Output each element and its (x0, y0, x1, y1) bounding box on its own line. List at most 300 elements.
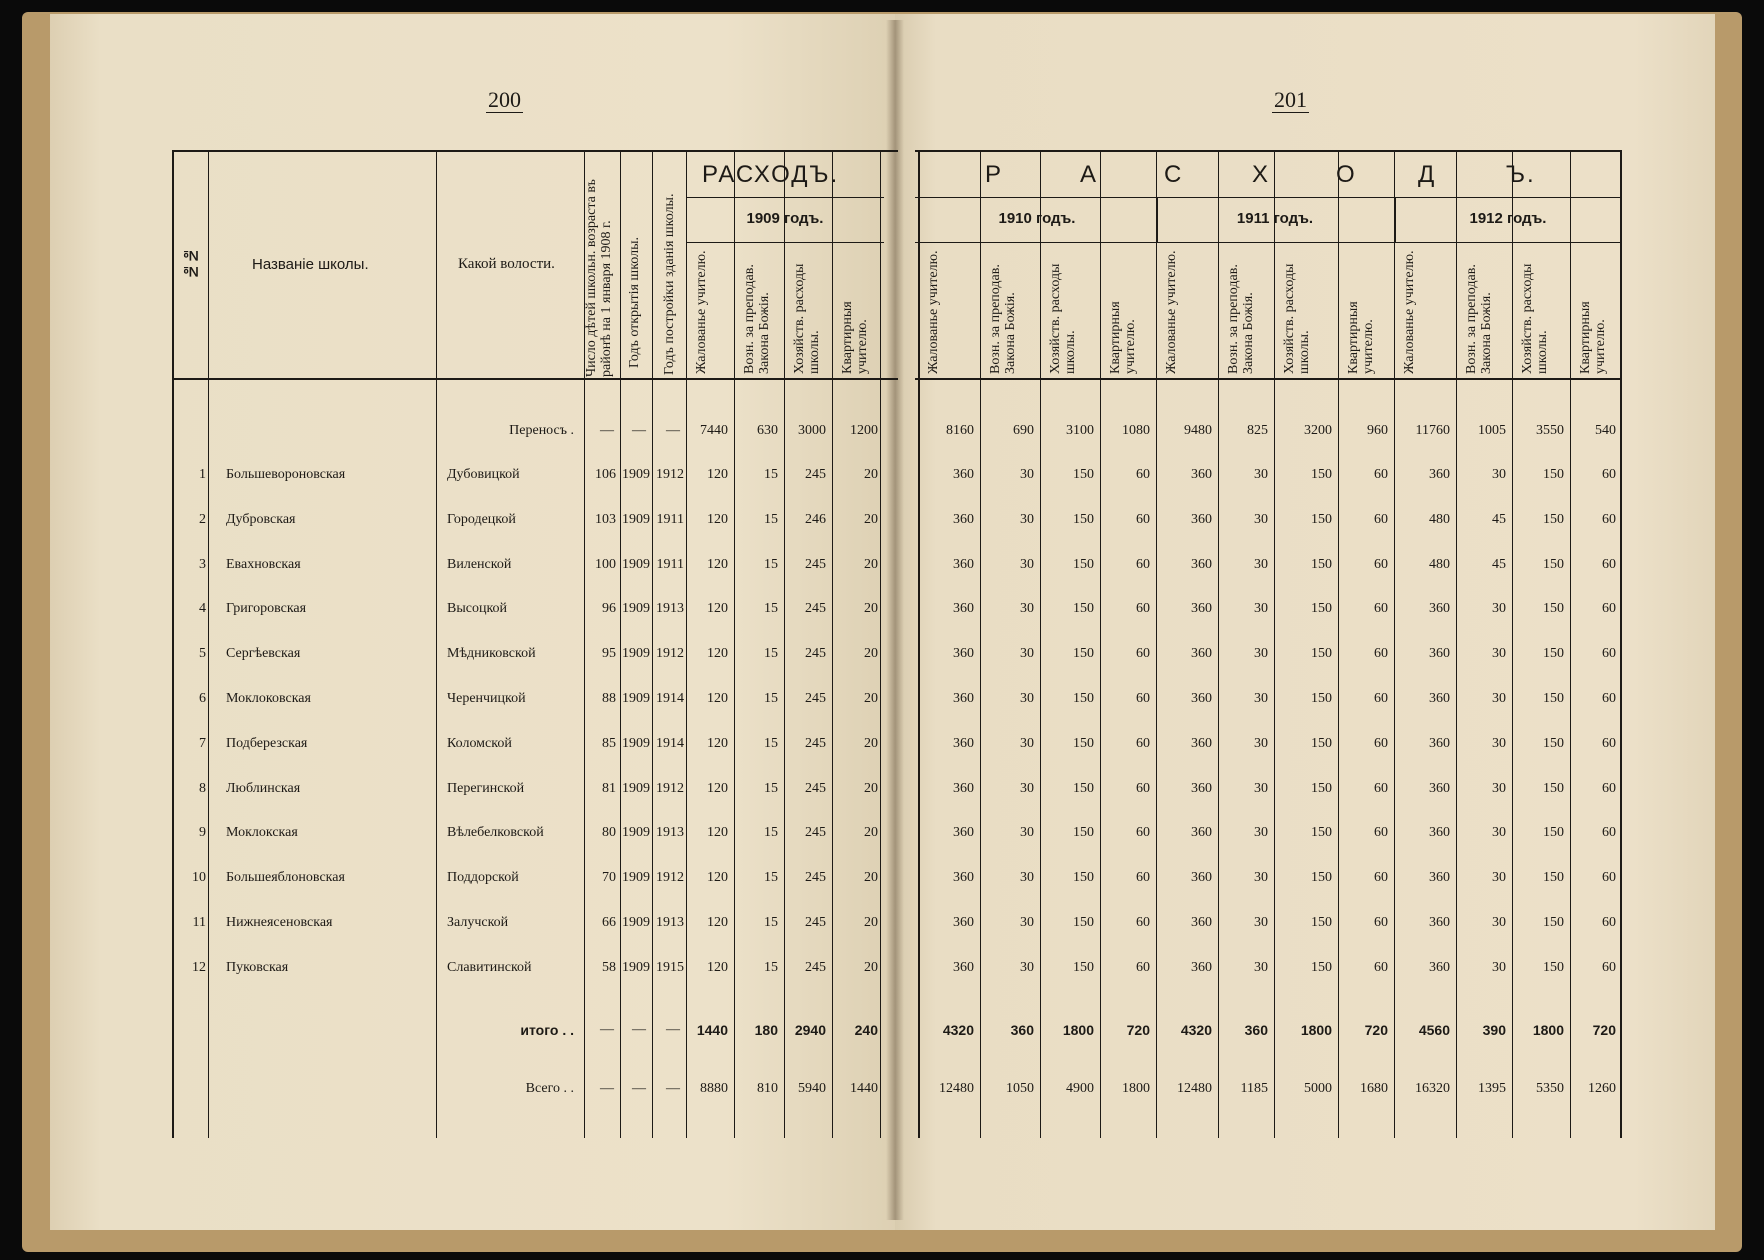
value-cell: 15 (764, 511, 778, 527)
expenses-title-left: РАСХОДЪ. (702, 161, 840, 188)
sub-header: Хозяйств. расходы школы. (1048, 263, 1078, 374)
value-cell: 150 (1311, 780, 1332, 796)
value-cell: 360 (1191, 691, 1212, 706)
value-cell: 360 (1429, 691, 1450, 706)
value-cell: 360 (1429, 735, 1450, 751)
year-opened: 1909 (622, 825, 650, 841)
sub-header: Жалованье учителю. (1402, 250, 1417, 374)
value-cell: 360 (953, 870, 974, 886)
value-cell: 120 (707, 780, 728, 796)
value-cell: 150 (1543, 915, 1564, 930)
value-cell: 360 (1191, 467, 1212, 482)
value-cell: 360 (953, 556, 974, 572)
grid-line (686, 197, 884, 198)
value-cell: 60 (1374, 467, 1388, 482)
value-cell: 150 (1311, 646, 1332, 662)
value-cell: 60 (1136, 646, 1150, 662)
value-cell: 360 (1429, 467, 1450, 482)
value-cell: 12480 (1177, 1081, 1212, 1096)
year-built: 1913 (656, 825, 684, 841)
grid-line (686, 150, 687, 1138)
value-cell: 1800 (1300, 1022, 1332, 1038)
value-cell: 360 (953, 467, 974, 482)
value-cell: 150 (1073, 825, 1094, 841)
value-cell: 1005 (1478, 423, 1506, 438)
dash-cell: — (632, 1081, 646, 1096)
expenses-title-letter: Р (985, 161, 1004, 188)
value-cell: 360 (1429, 780, 1450, 796)
children-count: 58 (602, 959, 616, 975)
value-cell: 360 (1191, 870, 1212, 886)
value-cell: 360 (1191, 825, 1212, 841)
school-name: Большевороновская (226, 467, 346, 482)
value-cell: 20 (864, 601, 878, 617)
value-cell: 5000 (1304, 1081, 1332, 1096)
value-cell: 15 (764, 870, 778, 886)
row-number: 10 (192, 870, 206, 886)
value-cell: 45 (1492, 511, 1506, 527)
value-cell: 150 (1543, 870, 1564, 886)
value-cell: 60 (1136, 780, 1150, 796)
value-cell: 9480 (1184, 423, 1212, 438)
volost-name: Поддорской (447, 870, 519, 886)
value-cell: 45 (1492, 556, 1506, 572)
expenses-title-letter: Д (1418, 161, 1437, 188)
row-number: 8 (199, 780, 206, 796)
value-cell: 360 (953, 646, 974, 662)
year-opened: 1909 (622, 601, 650, 617)
page-number-left: 200 (488, 87, 521, 112)
value-cell: 245 (805, 556, 826, 572)
value-cell: 150 (1543, 735, 1564, 751)
children-count: 103 (595, 511, 616, 527)
value-cell: 150 (1543, 601, 1564, 617)
value-cell: 150 (1311, 601, 1332, 617)
value-cell: 245 (805, 825, 826, 841)
grid-line (915, 197, 1622, 198)
volost-name: Дубовицкой (447, 467, 520, 482)
value-cell: 245 (805, 691, 826, 706)
value-cell: 15 (764, 601, 778, 617)
value-cell: 30 (1492, 691, 1506, 706)
sub-header: Возн. за преподав. Закона Божія. (1226, 264, 1256, 374)
grid-line (734, 150, 735, 1138)
value-cell: 8880 (700, 1081, 728, 1096)
value-cell: 360 (1429, 959, 1450, 975)
year-header: 1911 годъ. (1236, 210, 1314, 227)
value-cell: 150 (1311, 467, 1332, 482)
value-cell: 150 (1543, 780, 1564, 796)
value-cell: 30 (1254, 511, 1268, 527)
value-cell: 16320 (1415, 1081, 1450, 1096)
grid-line (1156, 197, 1157, 1138)
value-cell: 360 (1191, 556, 1212, 572)
value-cell: 30 (1020, 915, 1034, 930)
value-cell: 60 (1374, 691, 1388, 706)
value-cell: 150 (1073, 915, 1094, 930)
school-name: Сергѣевская (226, 646, 301, 662)
grid-line (980, 150, 981, 1138)
volost-name: Перегинской (447, 780, 525, 796)
value-cell: 1260 (1588, 1081, 1616, 1096)
school-name: Подберезская (226, 735, 308, 751)
volost-name: Славитинской (447, 959, 532, 975)
value-cell: 150 (1543, 556, 1564, 572)
value-cell: 60 (1374, 825, 1388, 841)
grid-line (832, 150, 833, 1138)
value-cell: 60 (1602, 780, 1616, 796)
year-built: 1912 (656, 646, 684, 662)
dash-cell: — (632, 423, 646, 438)
year-header: 1912 годъ. (1469, 210, 1547, 227)
year-built: 1911 (656, 556, 684, 572)
value-cell: 360 (1191, 959, 1212, 975)
value-cell: 360 (1429, 870, 1450, 886)
value-cell: 60 (1136, 825, 1150, 841)
value-cell: 60 (1602, 915, 1616, 930)
value-cell: 150 (1543, 646, 1564, 662)
value-cell: 20 (864, 915, 878, 930)
value-cell: 30 (1020, 825, 1034, 841)
value-cell: 15 (764, 780, 778, 796)
children-count: 85 (602, 735, 616, 751)
sub-header: Квартирныя учителю. (1108, 301, 1138, 374)
grid-line (1274, 150, 1275, 1138)
grid-line (686, 242, 884, 243)
grid-line (1100, 150, 1101, 1138)
value-cell: 3550 (1536, 423, 1564, 438)
value-cell: 60 (1602, 825, 1616, 841)
value-cell: 30 (1254, 735, 1268, 751)
value-cell: 60 (1136, 691, 1150, 706)
value-cell: 180 (754, 1022, 778, 1038)
value-cell: 360 (1429, 825, 1450, 841)
value-cell: 150 (1311, 915, 1332, 930)
children-count: 70 (602, 870, 616, 886)
value-cell: 120 (707, 870, 728, 886)
value-cell: 30 (1254, 870, 1268, 886)
row-number: 1 (199, 467, 206, 482)
value-cell: 1800 (1532, 1022, 1564, 1038)
value-cell: 20 (864, 646, 878, 662)
value-cell: 20 (864, 870, 878, 886)
value-cell: 120 (707, 646, 728, 662)
number-column-header: №№ (183, 248, 199, 280)
value-cell: 30 (1254, 825, 1268, 841)
value-cell: 15 (764, 556, 778, 572)
volost-name: Вѣлебелковской (447, 825, 544, 841)
dash-cell: — (666, 423, 680, 438)
grid-line (1218, 150, 1219, 1138)
sub-header: Хозяйств. расходы школы. (792, 263, 822, 374)
children-count: 88 (602, 691, 616, 706)
value-cell: 20 (864, 511, 878, 527)
value-cell: 240 (854, 1022, 878, 1038)
grand-total-label: Всего . . (525, 1081, 574, 1096)
value-cell: 360 (953, 915, 974, 930)
value-cell: 360 (1429, 601, 1450, 617)
value-cell: 360 (1191, 915, 1212, 930)
value-cell: 150 (1311, 825, 1332, 841)
value-cell: 360 (953, 601, 974, 617)
expenses-title-letter: О (1336, 161, 1357, 188)
school-name: Люблинская (226, 780, 301, 796)
sub-header: Квартирныя учителю. (1578, 301, 1608, 374)
school-name: Моклокская (226, 825, 298, 841)
value-cell: 60 (1374, 556, 1388, 572)
year-built: 1914 (656, 691, 684, 706)
value-cell: 1200 (850, 423, 878, 438)
value-cell: 60 (1374, 511, 1388, 527)
value-cell: 60 (1374, 601, 1388, 617)
dash-cell: — (632, 1022, 646, 1037)
row-number: 5 (199, 646, 206, 662)
value-cell: 20 (864, 556, 878, 572)
sub-header: Хозяйств. расходы школы. (1282, 263, 1312, 374)
year-built: 1911 (656, 511, 684, 527)
value-cell: 30 (1254, 691, 1268, 706)
value-cell: 4560 (1418, 1022, 1450, 1038)
value-cell: 20 (864, 780, 878, 796)
value-cell: 1395 (1478, 1081, 1506, 1096)
year-built: 1913 (656, 601, 684, 617)
value-cell: 60 (1602, 691, 1616, 706)
value-cell: 30 (1492, 870, 1506, 886)
expenses-title-letter: Ъ. (1506, 161, 1536, 188)
value-cell: 4900 (1066, 1081, 1094, 1096)
grid-line (1512, 150, 1513, 1138)
value-cell: 150 (1073, 646, 1094, 662)
value-cell: 30 (1254, 915, 1268, 930)
children-count: 80 (602, 825, 616, 841)
row-number: 2 (199, 511, 206, 527)
year-built: 1915 (656, 959, 684, 975)
year-opened: 1909 (622, 511, 650, 527)
expenses-title-letter: С (1164, 161, 1184, 188)
school-name: Нижнеясеновская (226, 915, 333, 930)
row-number: 9 (199, 825, 206, 841)
grid-line (915, 242, 1622, 243)
value-cell: 360 (1191, 780, 1212, 796)
year-opened: 1909 (622, 959, 650, 975)
value-cell: 245 (805, 780, 826, 796)
grid-line (208, 150, 209, 1138)
value-cell: 150 (1543, 511, 1564, 527)
value-cell: 5350 (1536, 1081, 1564, 1096)
sub-header: Жалованье учителю. (926, 250, 941, 374)
value-cell: 15 (764, 467, 778, 482)
sub-header: Жалованье учителю. (694, 250, 709, 374)
total-label: итого . . (520, 1022, 574, 1038)
year-opened: 1909 (622, 467, 650, 482)
grid-line (1456, 150, 1457, 1138)
value-cell: 60 (1602, 511, 1616, 527)
value-cell: 15 (764, 691, 778, 706)
value-cell: 20 (864, 959, 878, 975)
value-cell: 245 (805, 959, 826, 975)
value-cell: 120 (707, 825, 728, 841)
row-number: 3 (199, 556, 206, 572)
value-cell: 120 (707, 915, 728, 930)
value-cell: 20 (864, 825, 878, 841)
value-cell: 480 (1429, 511, 1450, 527)
grid-line (1620, 150, 1622, 1138)
value-cell: 360 (953, 959, 974, 975)
value-cell: 150 (1311, 735, 1332, 751)
value-cell: 60 (1602, 556, 1616, 572)
value-cell: 360 (1191, 735, 1212, 751)
value-cell: 120 (707, 556, 728, 572)
sub-header: Квартирныя учителю. (840, 301, 870, 374)
value-cell: 150 (1311, 870, 1332, 886)
value-cell: 360 (1191, 646, 1212, 662)
value-cell: 15 (764, 735, 778, 751)
value-cell: 60 (1136, 511, 1150, 527)
value-cell: 150 (1073, 780, 1094, 796)
value-cell: 1440 (696, 1022, 728, 1038)
value-cell: 150 (1073, 735, 1094, 751)
expenses-title-letter: А (1080, 161, 1099, 188)
value-cell: 30 (1020, 735, 1034, 751)
value-cell: 720 (1364, 1022, 1388, 1038)
volost-header: Какой волости. (458, 256, 555, 272)
value-cell: 720 (1126, 1022, 1150, 1038)
value-cell: 1800 (1062, 1022, 1094, 1038)
value-cell: 60 (1374, 780, 1388, 796)
value-cell: 1680 (1360, 1081, 1388, 1096)
value-cell: 8160 (946, 423, 974, 438)
sub-header: Возн. за преподав. Закона Божія. (988, 264, 1018, 374)
value-cell: 30 (1020, 870, 1034, 886)
value-cell: 30 (1492, 915, 1506, 930)
value-cell: 150 (1073, 691, 1094, 706)
value-cell: 30 (1020, 691, 1034, 706)
value-cell: 60 (1374, 646, 1388, 662)
sub-header: Возн. за преподав. Закона Божія. (1464, 264, 1494, 374)
value-cell: 30 (1492, 780, 1506, 796)
grid-line (172, 150, 174, 1138)
value-cell: 4320 (1180, 1022, 1212, 1038)
value-cell: 5940 (798, 1081, 826, 1096)
value-cell: 60 (1602, 467, 1616, 482)
value-cell: 30 (1254, 646, 1268, 662)
value-cell: 30 (1254, 556, 1268, 572)
value-cell: 30 (1492, 646, 1506, 662)
school-name: Пуковская (226, 959, 289, 975)
value-cell: 360 (953, 511, 974, 527)
value-cell: 60 (1136, 467, 1150, 482)
grid-line (784, 150, 785, 1138)
value-cell: 60 (1374, 959, 1388, 975)
value-cell: 1440 (850, 1081, 878, 1096)
value-cell: 30 (1254, 467, 1268, 482)
volost-name: Черенчицкой (447, 691, 526, 706)
value-cell: 810 (757, 1081, 778, 1096)
year-header: 1910 годъ. (998, 210, 1076, 227)
value-cell: 120 (707, 735, 728, 751)
year-opened: 1909 (622, 870, 650, 886)
value-cell: 2940 (794, 1022, 826, 1038)
row-number: 12 (192, 959, 206, 975)
row-number: 7 (199, 735, 206, 751)
value-cell: 3000 (798, 423, 826, 438)
value-cell: 30 (1020, 601, 1034, 617)
volost-name: Коломской (447, 735, 512, 751)
value-cell: 120 (707, 601, 728, 617)
value-cell: 150 (1311, 556, 1332, 572)
grid-line (1570, 150, 1571, 1138)
grid-line (1394, 197, 1395, 1138)
value-cell: 245 (805, 735, 826, 751)
value-cell: 30 (1254, 959, 1268, 975)
dash-cell: — (600, 1022, 614, 1037)
value-cell: 15 (764, 915, 778, 930)
value-cell: 360 (1191, 511, 1212, 527)
school-name: Большеяблоновская (226, 870, 345, 886)
value-cell: 360 (953, 780, 974, 796)
value-cell: 60 (1374, 735, 1388, 751)
year-opened: 1909 (622, 646, 650, 662)
grid-line (1338, 150, 1339, 1138)
value-cell: 3200 (1304, 423, 1332, 438)
year-built: 1914 (656, 735, 684, 751)
value-cell: 360 (1429, 646, 1450, 662)
value-cell: 825 (1247, 423, 1268, 438)
value-cell: 1080 (1122, 423, 1150, 438)
school-name: Моклоковская (226, 691, 311, 706)
dash-cell: — (666, 1081, 680, 1096)
value-cell: 60 (1136, 556, 1150, 572)
children-count: 81 (602, 780, 616, 796)
value-cell: 60 (1374, 870, 1388, 886)
grid-line (172, 150, 898, 152)
value-cell: 150 (1543, 825, 1564, 841)
children-count: 95 (602, 646, 616, 662)
dash-cell: — (600, 423, 614, 438)
row-number: 6 (199, 691, 206, 706)
sub-header: Жалованье учителю. (1164, 250, 1179, 374)
value-cell: 360 (953, 825, 974, 841)
value-cell: 60 (1136, 959, 1150, 975)
value-cell: 245 (805, 915, 826, 930)
value-cell: 150 (1543, 467, 1564, 482)
value-cell: 150 (1073, 959, 1094, 975)
value-cell: 30 (1020, 959, 1034, 975)
value-cell: 360 (953, 735, 974, 751)
value-cell: 150 (1311, 691, 1332, 706)
sub-header: Квартирныя учителю. (1346, 301, 1376, 374)
value-cell: 150 (1073, 511, 1094, 527)
value-cell: 60 (1602, 959, 1616, 975)
row-number: 4 (199, 601, 206, 617)
dash-cell: — (666, 1022, 680, 1037)
row-number: 11 (192, 915, 206, 930)
children-count-header: Число дѣтей школьн. возраста въ районѣ на 1 января 1908 г. (584, 179, 614, 377)
value-cell: 30 (1020, 511, 1034, 527)
value-cell: 480 (1429, 556, 1450, 572)
value-cell: 150 (1311, 959, 1332, 975)
value-cell: 30 (1254, 780, 1268, 796)
page-number-right: 201 (1274, 87, 1307, 112)
value-cell: 15 (764, 959, 778, 975)
book-gutter (886, 20, 904, 1220)
year-opened: 1909 (622, 735, 650, 751)
value-cell: 540 (1595, 423, 1616, 438)
value-cell: 245 (805, 870, 826, 886)
value-cell: 150 (1311, 511, 1332, 527)
grid-line (1040, 150, 1041, 1138)
value-cell: 20 (864, 691, 878, 706)
